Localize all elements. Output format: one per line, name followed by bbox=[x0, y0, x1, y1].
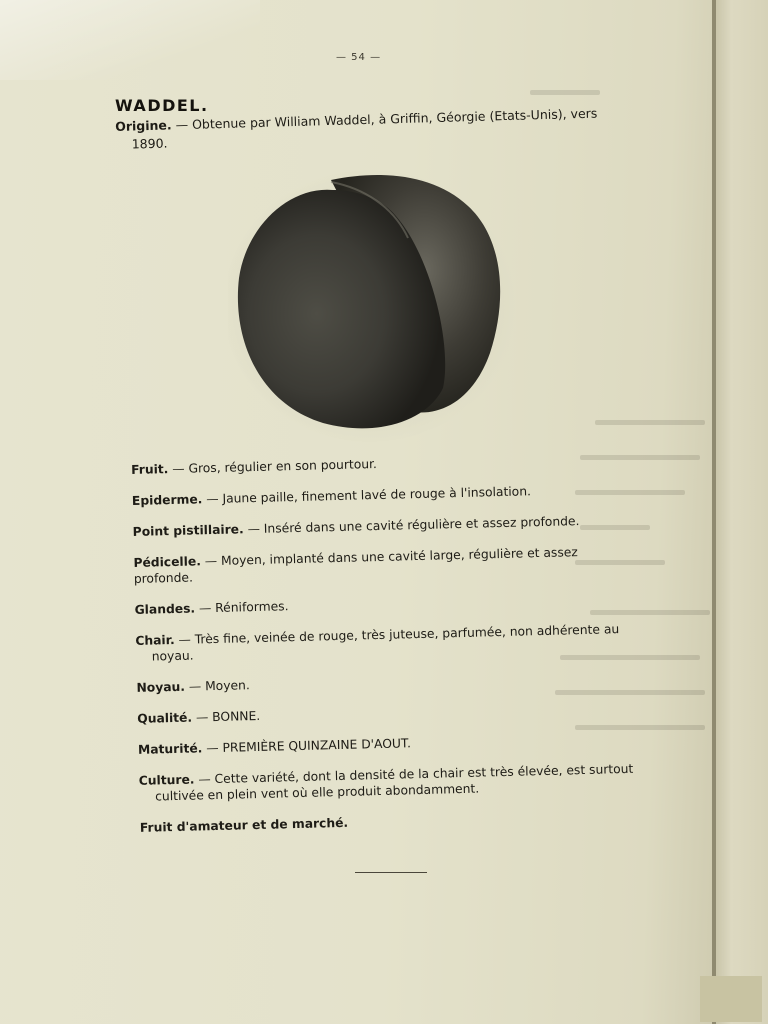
peach-image bbox=[228, 168, 518, 443]
entry-noyau bbox=[136, 668, 636, 696]
entry-text: — Réniformes. bbox=[194, 599, 289, 616]
origin-continuation: 1890. bbox=[131, 135, 168, 152]
entry-text: — Jaune paille, finement lavé de rouge à l'insolation. bbox=[202, 484, 532, 507]
entry-fruit bbox=[131, 450, 631, 478]
peach-photo bbox=[228, 168, 518, 443]
entry-label: Glandes. bbox=[134, 601, 196, 617]
entry-label: Epiderme. bbox=[131, 492, 203, 508]
end-rule bbox=[355, 872, 427, 873]
entry-label: Maturité. bbox=[137, 741, 203, 757]
adjacent-page bbox=[716, 0, 768, 1024]
light-glare bbox=[0, 0, 260, 80]
entry-chair bbox=[135, 621, 636, 665]
entry-qualite bbox=[137, 699, 637, 727]
entry-label: Fruit. bbox=[131, 462, 169, 477]
entry-text: — Cette variété, dont la densité de la chair est très élevée, est surtout bbox=[194, 761, 634, 787]
entry-culture bbox=[139, 761, 640, 805]
entry-text: — BONNE. bbox=[191, 708, 261, 725]
entry-pedicelle bbox=[133, 543, 634, 587]
origin-label: Origine. bbox=[115, 117, 172, 134]
entry-text: — Très fine, veinée de rouge, très juteuse, parfumée, non adhérente au bbox=[174, 622, 620, 647]
variety-title: WADDEL. bbox=[115, 96, 209, 115]
description-block bbox=[131, 450, 640, 851]
entry-label: Pédicelle. bbox=[133, 554, 202, 570]
thumbnail-overlay bbox=[700, 976, 762, 1022]
entry-label: Point pistillaire. bbox=[132, 522, 244, 539]
entry-label: Qualité. bbox=[137, 710, 193, 726]
closing-line: Fruit d'amateur et de marché. bbox=[139, 815, 349, 835]
entry-epiderme bbox=[132, 481, 632, 509]
entry-text: — Gros, régulier en son pourtour. bbox=[168, 456, 378, 477]
entry-continuation: cultivée en plein vent où elle produit abondamment. bbox=[155, 781, 480, 804]
entry-text: — Moyen. bbox=[184, 678, 250, 694]
entry-text: — PREMIÈRE QUINZAINE D'AOUT. bbox=[202, 736, 412, 756]
entry-continuation: noyau. bbox=[151, 648, 194, 664]
entry-label: Noyau. bbox=[136, 679, 186, 695]
entry-label: Culture. bbox=[138, 772, 195, 788]
page-number: — 54 — bbox=[336, 52, 382, 63]
entry-text: — Moyen, implanté dans une cavité large, régulière et assez profonde. bbox=[133, 545, 578, 586]
entry-point-pistillaire bbox=[133, 512, 633, 540]
entry-text: — Inséré dans une cavité régulière et assez profonde. bbox=[243, 514, 580, 537]
entry-maturite bbox=[138, 730, 638, 758]
origin-text: — Obtenue par William Waddel, à Griffin, Géorgie (Etats-Unis), vers bbox=[171, 105, 598, 133]
entry-glandes bbox=[134, 590, 634, 618]
entry-label: Chair. bbox=[135, 632, 175, 648]
